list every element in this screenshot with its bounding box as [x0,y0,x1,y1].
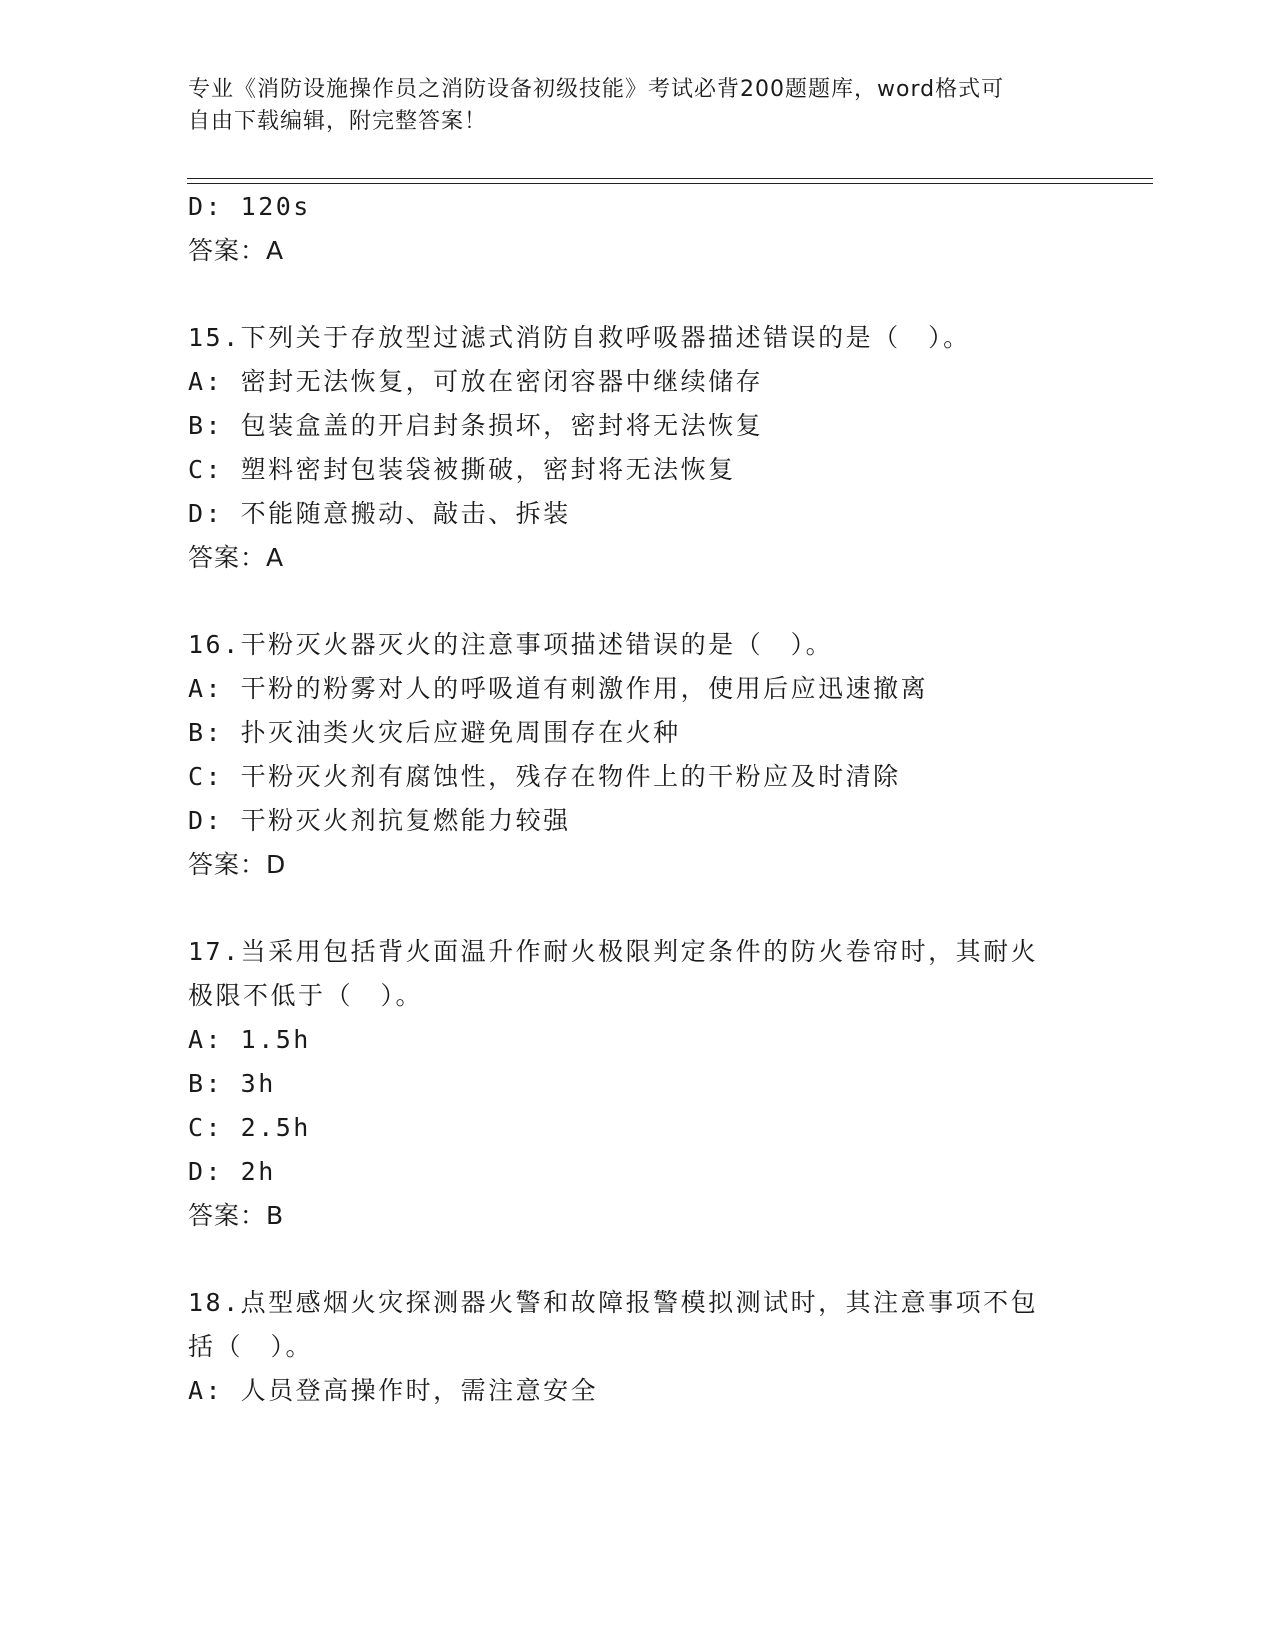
document-header [188,74,1068,138]
q16-option-d: D: 干粉灭火剂抗复燃能力较强 [188,806,571,835]
q15-answer: 答案：A [188,543,285,572]
q15-option-c: C: 塑料密封包装袋被撕破，密封将无法恢复 [188,455,736,484]
q14-answer: 答案：A [188,236,285,265]
q17-stem-line-1: 17.当采用包括背火面温升作耐火极限判定条件的防火卷帘时，其耐火 [188,937,1039,966]
q16-answer: 答案：D [188,850,287,879]
q17-option-c: C: 2.5h [188,1113,311,1142]
q16-stem: 16.干粉灭火器灭火的注意事项描述错误的是（ ）。 [188,630,834,659]
q14-option-d: D: 120s [188,192,311,221]
header-line-1: 专业《消防设施操作员之消防设备初级技能》考试必背200题题库，word格式可 [188,77,1005,102]
q17-option-a: A: 1.5h [188,1025,311,1054]
q18-option-a: A: 人员登高操作时，需注意安全 [188,1376,599,1405]
q18-stem-line-1: 18.点型感烟火灾探测器火警和故障报警模拟测试时，其注意事项不包 [188,1288,1039,1317]
q18-stem-line-2: 括（ ）。 [188,1332,314,1361]
q15-option-a: A: 密封无法恢复，可放在密闭容器中继续储存 [188,367,764,396]
q17-stem-line-2: 极限不低于（ ）。 [188,981,424,1010]
q15-stem: 15.下列关于存放型过滤式消防自救呼吸器描述错误的是（ ）。 [188,323,971,352]
q17-option-d: D: 2h [188,1157,276,1186]
header-divider-bottom [187,183,1153,184]
q15-option-d: D: 不能随意搬动、敲击、拆装 [188,499,571,528]
q16-option-a: A: 干粉的粉雾对人的呼吸道有刺激作用，使用后应迅速撤离 [188,674,929,703]
header-divider-top [187,178,1153,179]
q16-option-c: C: 干粉灭火剂有腐蚀性，残存在物件上的干粉应及时清除 [188,762,901,791]
q17-option-b: B: 3h [188,1069,276,1098]
q17-answer: 答案：B [188,1201,285,1230]
q16-option-b: B: 扑灭油类火灾后应避免周围存在火种 [188,718,681,747]
header-line-2: 自由下载编辑，附完整答案！ [188,109,488,134]
q15-option-b: B: 包装盒盖的开启封条损坏，密封将无法恢复 [188,411,764,440]
